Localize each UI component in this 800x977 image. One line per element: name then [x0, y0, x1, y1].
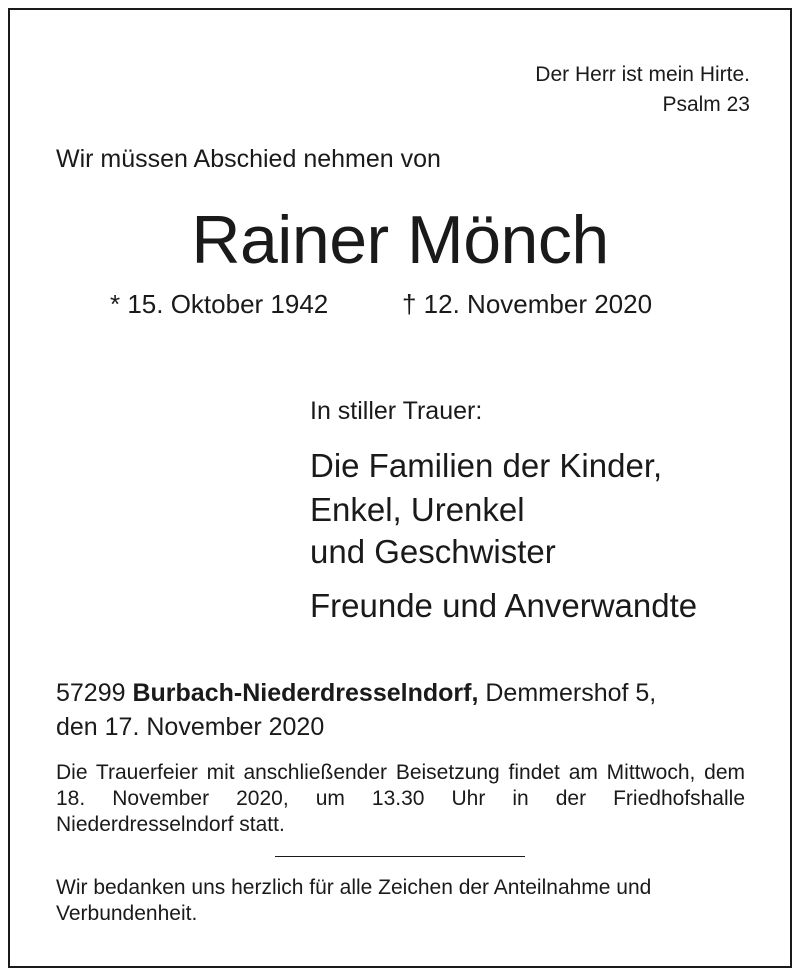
death-date: † 12. November 2020 — [402, 289, 653, 319]
address-place: Burbach-Niederdresselndorf, — [132, 679, 479, 707]
obituary-card — [8, 8, 792, 968]
psalm-motto — [535, 60, 750, 120]
address-date: den 17. November 2020 — [56, 713, 325, 741]
intro-text: Wir müssen Abschied nehmen von — [56, 145, 441, 173]
birth-date: * 15. Oktober 1942 — [110, 289, 329, 319]
funeral-info: Die Trauerfeier mit anschließender Beisetzung findet am Mittwoch, dem 18. November 2020, um 13.30 Uhr in der Friedhofshalle Niederdresselndorf statt. — [56, 761, 745, 836]
divider-line — [275, 856, 525, 857]
mourning-label: In stiller Trauer: — [310, 397, 483, 425]
motto-source: Psalm 23 — [662, 93, 750, 116]
mourner-line: Freunde und Anverwandte — [310, 587, 698, 624]
address-zip: 57299 — [56, 679, 126, 707]
mourner-line: Die Familien der Kinder, — [310, 447, 663, 484]
mourner-line: Enkel, Urenkel — [310, 491, 525, 528]
address-street: Demmershof 5, — [485, 679, 657, 707]
address-line — [56, 676, 656, 710]
thanks-text: Wir bedanken uns herzlich für alle Zeichen der Anteilnahme und Verbundenheit. — [56, 876, 652, 925]
motto-line: Der Herr ist mein Hirte. — [535, 63, 750, 86]
mourner-line: und Geschwister — [310, 533, 556, 570]
deceased-name: Rainer Mönch — [191, 202, 609, 278]
